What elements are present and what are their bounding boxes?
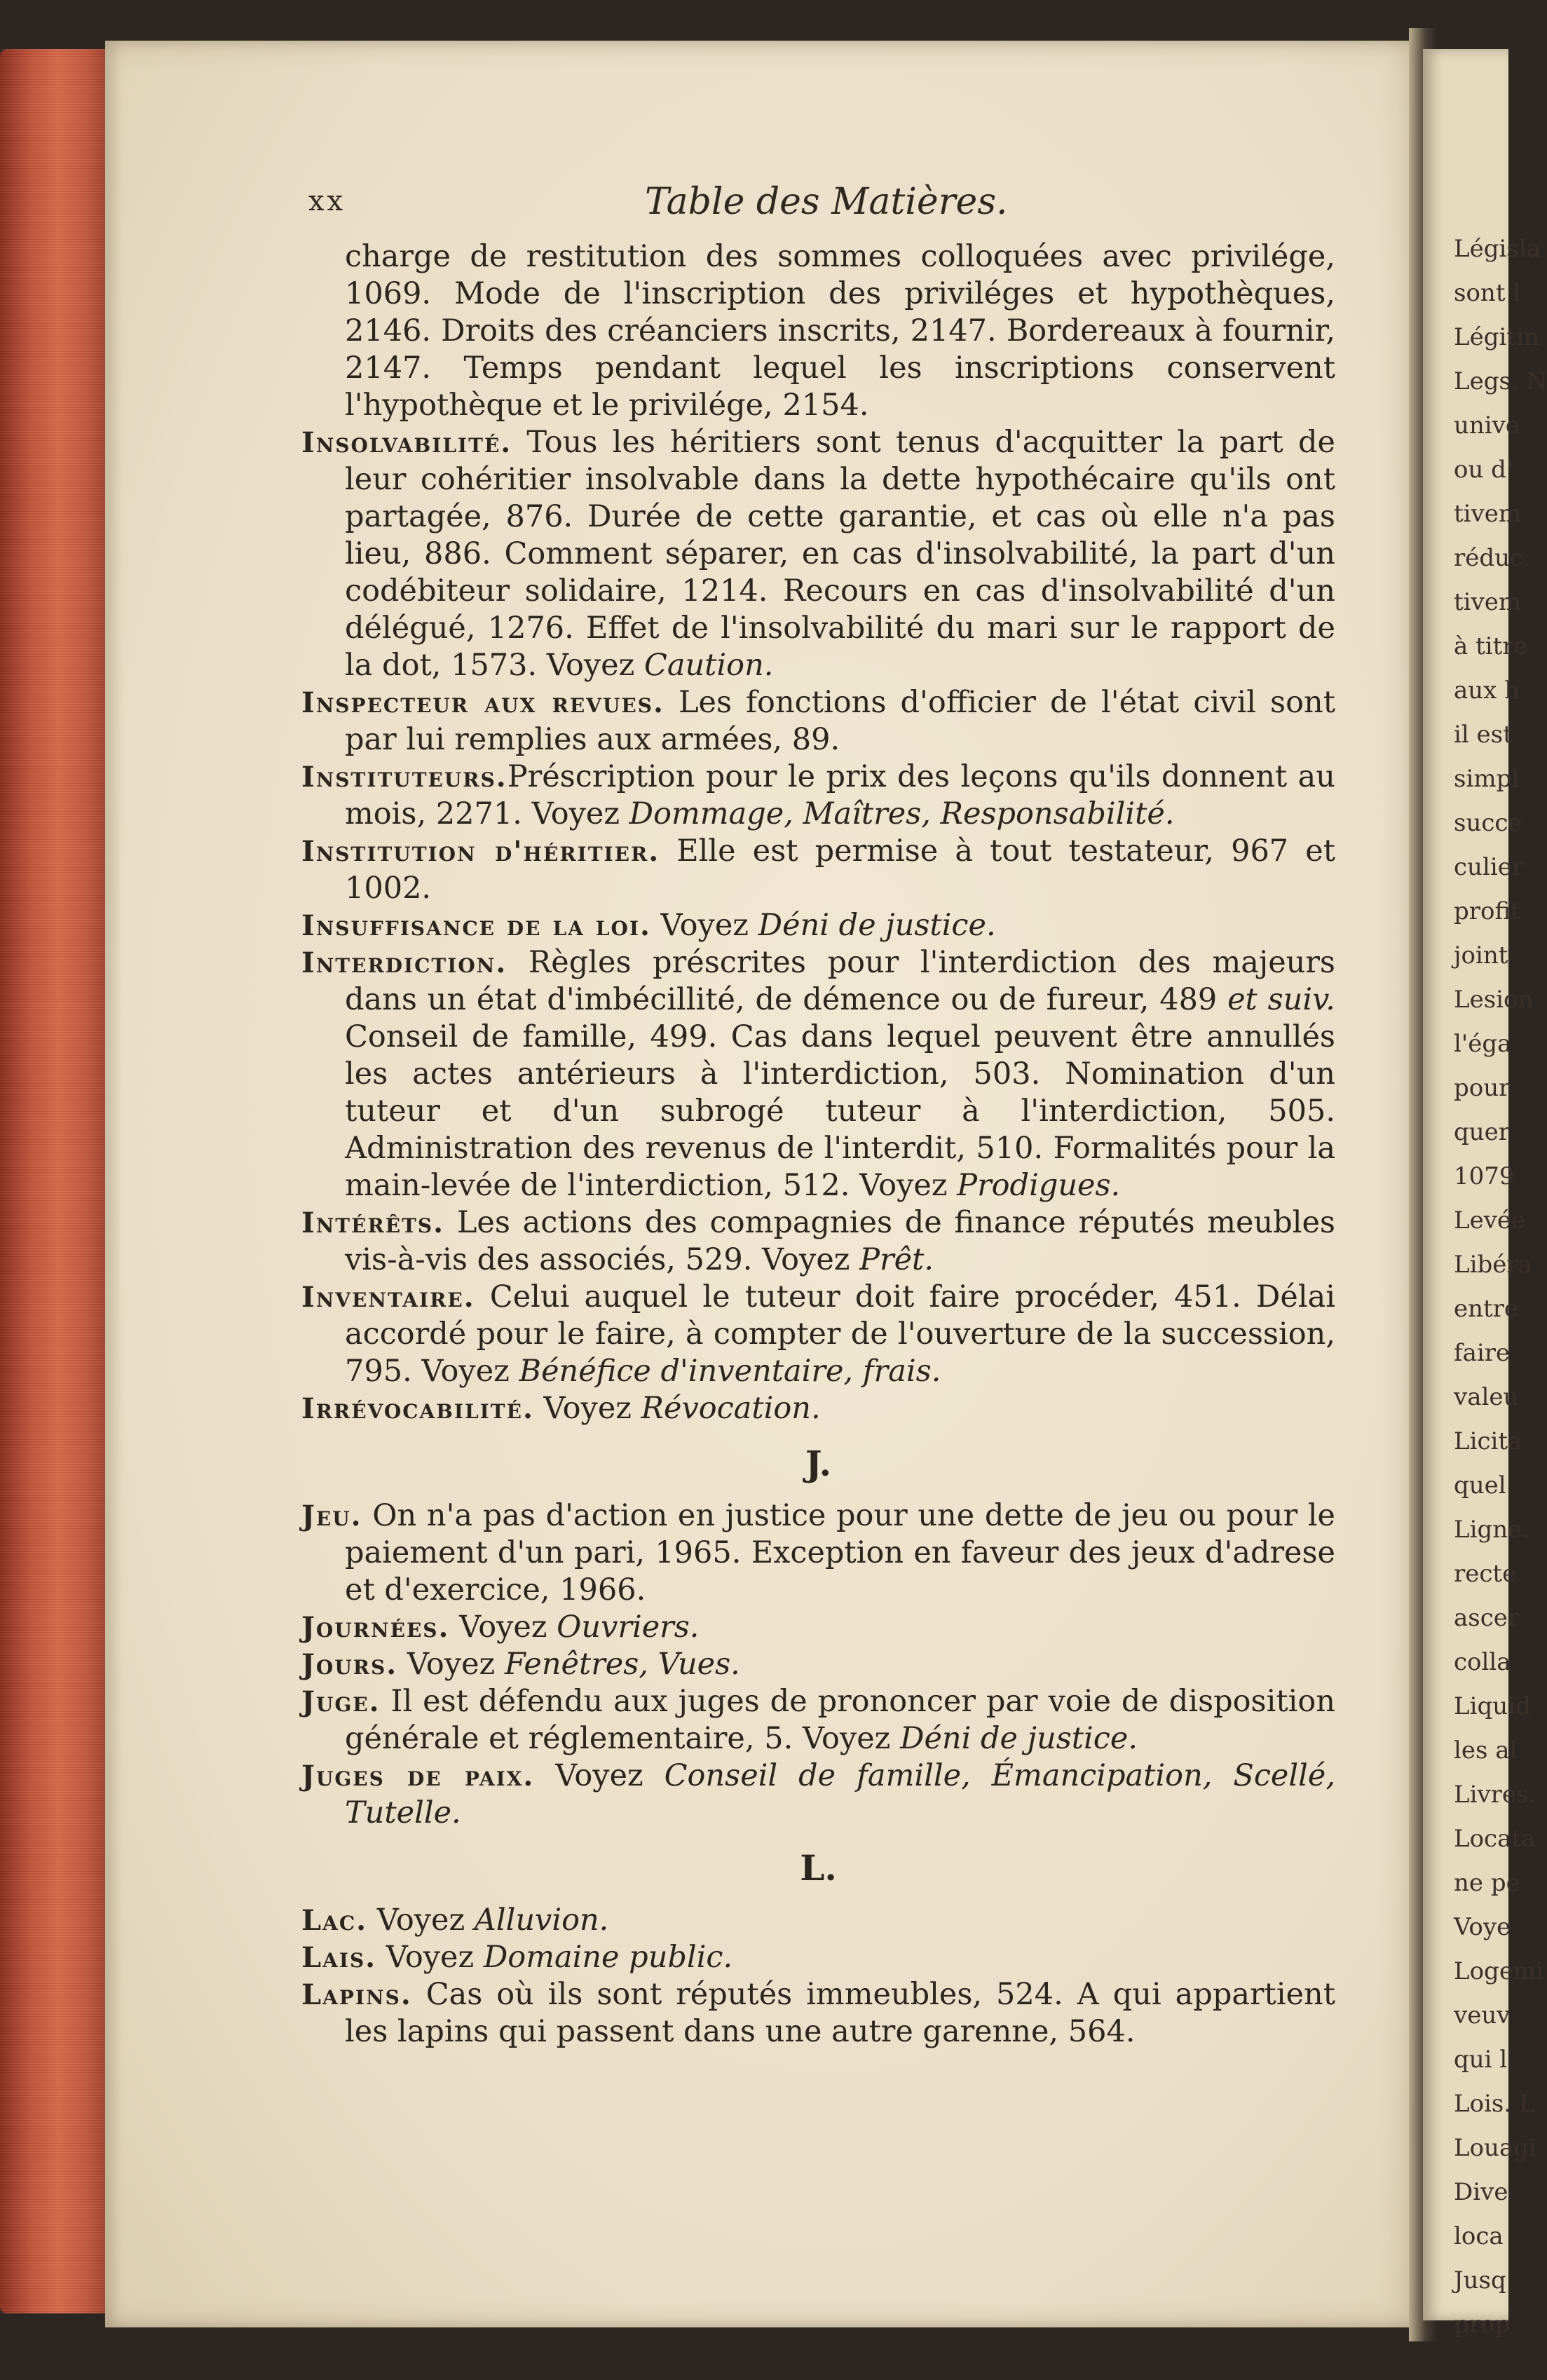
index-entry-jeu [301, 1497, 1335, 1609]
facing-page-text: Liquid [1454, 1692, 1531, 1720]
index-entry-lapins [301, 1976, 1335, 2051]
facing-page-text: entre [1454, 1295, 1519, 1323]
facing-page-text: Legs. N [1454, 367, 1547, 395]
cross-reference: et suiv. [1227, 982, 1335, 1017]
entry-headword: Journées. [301, 1611, 450, 1644]
cross-reference: Conseil de famille, Émancipation, Scellé, Tutelle. [345, 1758, 1335, 1830]
entry-text: Préscription pour le prix des leçons qu'ils donnent au mois, 2271. Voyez [345, 759, 1335, 831]
facing-page-text: Logemi [1454, 1957, 1544, 1985]
index-entry-journees [301, 1609, 1335, 1646]
facing-page-text: qui l [1454, 2046, 1508, 2074]
facing-page-text: ou d' [1454, 456, 1513, 484]
cross-reference: Déni de justice. [899, 1721, 1138, 1756]
entry-headword: Lais. [301, 1941, 377, 1974]
facing-page-text: sont l [1454, 279, 1521, 307]
section-heading-j: J. [805, 1443, 832, 1484]
entry-text: Voyez [534, 1758, 665, 1793]
facing-page-text: les al [1454, 1736, 1518, 1764]
facing-page-text: Levée [1454, 1206, 1526, 1235]
entry-text: Voyez [449, 1610, 557, 1645]
entry-text: charge de restitution des sommes colloquées avec privilége, 1069. Mode de l'inscription des priviléges et hypothèques, 2146. Droits des créanciers inscrits, 2147. Bordereaux à fournir, 2147. Temps pendant lequel les inscriptions conservent l'hypothèque et le privilége, 2154. [345, 239, 1335, 423]
index-entry-inspecteur [301, 684, 1335, 759]
facing-page-text: colla [1454, 1648, 1511, 1676]
cross-reference: Domaine public. [483, 1940, 733, 1975]
entry-text: Celui auquel le tuteur doit faire procéder, 451. Délai accordé pour le faire, à compter de l'ouverture de la succession, 795. Voyez [345, 1279, 1335, 1389]
index-text-block [301, 238, 1335, 2051]
entry-text: Voyez [533, 1391, 641, 1426]
facing-page-text: pour [1454, 1074, 1511, 1102]
entry-text: Elle est permise à tout testateur, 967 et 1002. [345, 834, 1336, 906]
facing-page-text: Licita [1454, 1427, 1522, 1455]
entry-headword: Institution d'héritier. [301, 835, 660, 868]
cross-reference: Fenêtres, Vues. [504, 1647, 740, 1682]
facing-page-text: Dive [1454, 2178, 1508, 2206]
cross-reference: Révocation. [641, 1391, 821, 1426]
facing-page-text: prop [1454, 2311, 1511, 2339]
facing-page-text: loca [1454, 2222, 1504, 2250]
facing-page-text: ne pe [1454, 1869, 1520, 1897]
index-entry-interets [301, 1204, 1335, 1279]
facing-page-text: culier [1454, 853, 1524, 881]
entry-text: Il est défendu aux juges de prononcer par voie de disposition générale et réglementaire, 5. Voyez [345, 1684, 1335, 1756]
index-entry-juge [301, 1683, 1335, 1757]
entry-text: Voyez [650, 908, 758, 943]
entry-headword: Jeu. [301, 1500, 362, 1532]
facing-page-text: joint [1454, 941, 1508, 970]
facing-page-text: Voye [1454, 1913, 1511, 1941]
index-entries-j [301, 1497, 1335, 1832]
entry-headword: Inspecteur aux revues. [301, 686, 665, 719]
facing-page-text: Lois. L [1454, 2090, 1535, 2118]
cross-reference: Ouvriers. [557, 1610, 700, 1645]
index-entry-institution [301, 833, 1335, 907]
entry-text: Tous les héritiers sont tenus d'acquitter la part de leur cohéritier insolvable dans la dette hypothécaire qu'ils ont partagée, 876. Durée de cette garantie, et cas où elle n'a pas lieu, 886. Comment séparer, en cas d'insolvabilité, la part d'un codébiteur solidaire, 1214. Recours en cas d'insolvabilité d'un délégué, 1276. Effet de l'insolvabilité du mari sur le rapport de la dot, 1573. Voyez [345, 425, 1335, 683]
entry-text: Les actions des compagnies de finance réputés meubles vis-à-vis des associés, 529. Voyez [345, 1205, 1335, 1277]
facing-page-text: Locata [1454, 1825, 1536, 1853]
facing-page-text: Ligne. [1454, 1516, 1530, 1544]
cross-reference: Dommage, Maîtres, Responsabilité. [629, 796, 1175, 831]
facing-page-text: quer [1454, 1118, 1511, 1146]
facing-page-text: faire [1454, 1339, 1511, 1367]
facing-page-text: réduc [1454, 544, 1524, 572]
index-entry-juges-de-paix [301, 1757, 1335, 1832]
cross-reference: Prodigues. [957, 1168, 1121, 1203]
facing-page-text: Lesion [1454, 986, 1534, 1014]
entry-headword: Instituteurs. [301, 761, 507, 794]
book-page-edges [0, 49, 105, 2313]
facing-page-text: 1079 [1454, 1162, 1515, 1190]
facing-page-text: Législa [1454, 235, 1541, 263]
cross-reference: Caution. [643, 648, 774, 683]
index-entry-charge [301, 238, 1335, 424]
facing-page-text: unive [1454, 412, 1520, 440]
facing-page-text: Libéra [1454, 1251, 1532, 1279]
index-entry-irrevocabilite [301, 1390, 1335, 1427]
facing-page-text: aux h [1454, 676, 1520, 705]
entry-text: Voyez [367, 1903, 475, 1938]
facing-page-text: ascer [1454, 1604, 1520, 1632]
entry-headword: Insolvabilité. [301, 426, 512, 459]
entry-headword: Lapins. [301, 1978, 412, 2011]
index-entry-interdiction [301, 944, 1335, 1204]
entry-headword: Intérêts. [301, 1206, 445, 1239]
running-title: Table des Matières. [645, 181, 1008, 223]
facing-page-text: il est [1454, 721, 1513, 749]
facing-page-text: succe [1454, 809, 1522, 837]
cross-reference: Déni de justice. [758, 908, 996, 943]
facing-page-text: l'éga [1454, 1030, 1512, 1058]
facing-page-text: profit [1454, 897, 1520, 925]
facing-page-text: Louagi [1454, 2134, 1536, 2162]
entry-text: Cas où ils sont réputés immeubles, 524. A qui appartient les lapins qui passent dans une autre garenne, 564. [345, 1977, 1335, 2049]
facing-page-text: valeu [1454, 1383, 1519, 1411]
facing-page-text: à titre [1454, 632, 1528, 660]
index-entry-instituteurs [301, 759, 1335, 833]
cross-reference: Alluvion. [474, 1903, 609, 1938]
running-head [308, 181, 1332, 230]
facing-page-text: tivem [1454, 588, 1522, 616]
entry-headword: Lac. [301, 1904, 368, 1937]
section-heading-l: L. [800, 1847, 837, 1889]
page-folio: xx [308, 185, 346, 217]
index-entry-lais [301, 1939, 1335, 1976]
facing-page-text: Jusq [1454, 2266, 1506, 2294]
entry-text: Voyez [376, 1940, 484, 1975]
index-entry-lac [301, 1902, 1335, 1939]
index-entry-jours [301, 1646, 1335, 1683]
facing-page-text: Légitin [1454, 323, 1539, 351]
entry-text: Les fonctions d'officier de l'état civil sont par lui remplies aux armées, 89. [345, 685, 1335, 757]
cross-reference: Prêt. [859, 1242, 934, 1277]
cross-reference: Bénéfice d'inventaire, frais. [519, 1354, 941, 1389]
entry-headword: Irrévocabilité. [301, 1392, 534, 1425]
facing-page-fragment [1423, 49, 1547, 2339]
entry-headword: Inventaire. [301, 1281, 475, 1314]
facing-page-text: veuv [1454, 2001, 1511, 2029]
facing-page-text: tivem [1454, 500, 1522, 528]
entry-text: Conseil de famille, 499. Cas dans lequel peuvent être annullés les actes antérieurs à l'interdiction, 503. Nomination d'un tuteur et d'un subrogé tuteur à l'interdiction, 505. Administration des revenus de l'interdit, 510. Formalités pour la main-levée de l'interdiction, 512. Voyez [345, 1019, 1335, 1203]
facing-page-text: quel [1454, 1471, 1506, 1500]
facing-page-text: Livres. [1454, 1781, 1536, 1809]
entry-text: Voyez [397, 1647, 505, 1682]
entry-headword: Insuffisance de la loi. [301, 909, 651, 942]
entry-headword: Juges de paix. [301, 1760, 535, 1793]
entry-text: Règles préscrites pour l'interdiction des majeurs dans un état d'imbécillité, de démence ou de fureur, 489 [345, 945, 1335, 1017]
index-entries-l [301, 1902, 1335, 2051]
entry-text: On n'a pas d'action en justice pour une dette de jeu ou pour le paiement d'un pari, 1965. Exception en faveur des jeux d'adrese et d'exercice, 1966. [345, 1498, 1335, 1607]
index-entry-insolvabilite [301, 424, 1335, 684]
entry-headword: Interdiction. [301, 946, 507, 979]
facing-page-text: simpl [1454, 765, 1520, 793]
facing-page-text: recte [1454, 1560, 1517, 1588]
index-entries-i [301, 238, 1335, 1427]
index-entry-inventaire [301, 1279, 1335, 1390]
index-entry-insuffisance [301, 907, 1335, 944]
entry-headword: Juge. [301, 1685, 381, 1718]
entry-headword: Jours. [301, 1648, 398, 1681]
